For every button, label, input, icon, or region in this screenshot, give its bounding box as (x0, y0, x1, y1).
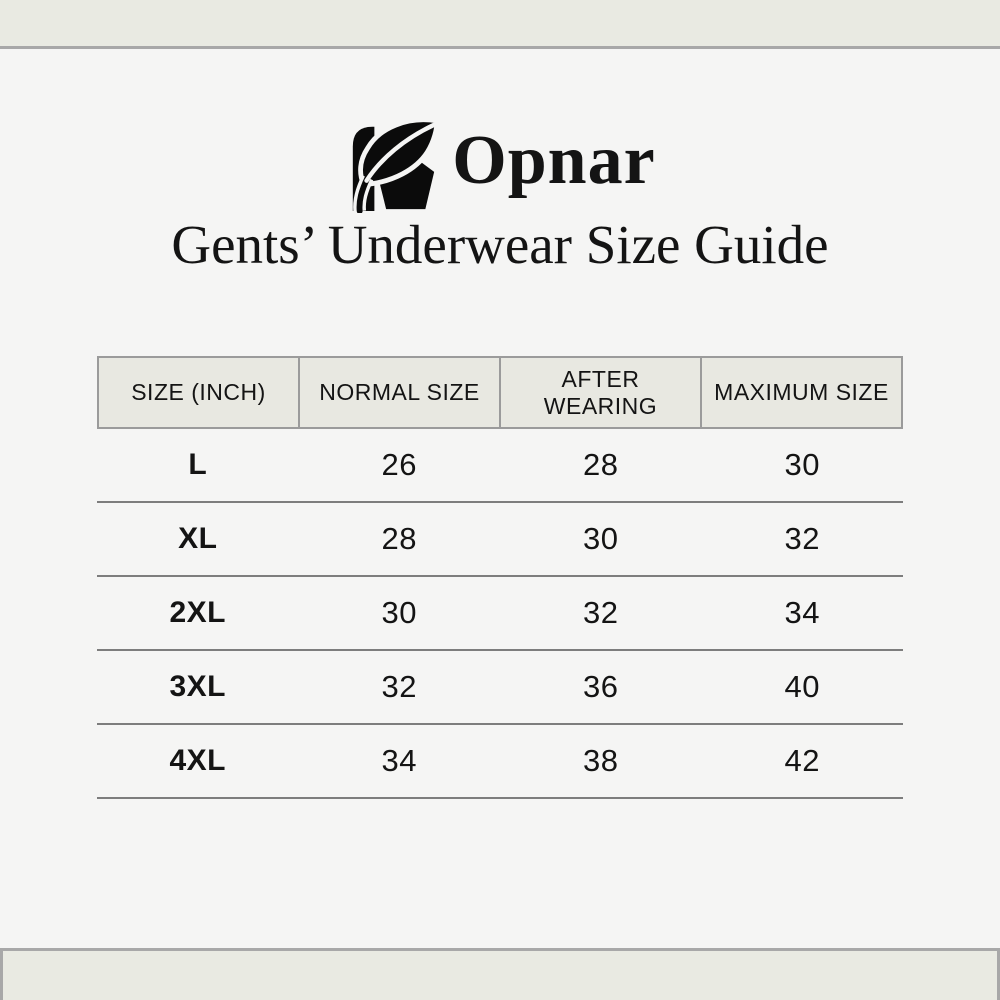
maximum-size-value: 40 (784, 669, 820, 704)
page-title: Gents’ Underwear Size Guide (171, 214, 829, 275)
table-row (97, 503, 903, 577)
column-header-size: SIZE (INCH) (99, 358, 300, 427)
table-row (97, 725, 903, 799)
leaf-logo-icon (344, 115, 442, 213)
after-wearing-value: 38 (583, 743, 619, 778)
maximum-size-value: 32 (784, 521, 820, 556)
normal-size-value: 28 (381, 521, 417, 556)
size-label: 4XL (169, 744, 227, 777)
maximum-size-value: 30 (784, 447, 820, 482)
normal-size-value: 34 (381, 743, 417, 778)
table-row (97, 651, 903, 725)
column-header-after-wearing: AFTER WEARING (501, 358, 702, 427)
column-header-normal-size: NORMAL SIZE (300, 358, 501, 427)
brand-header (0, 112, 1000, 216)
after-wearing-value: 30 (583, 521, 619, 556)
top-band (0, 0, 1000, 49)
normal-size-value: 32 (381, 669, 417, 704)
brand-name: Opnar (452, 122, 656, 199)
after-wearing-value: 36 (583, 669, 619, 704)
table-header-row (97, 356, 903, 429)
normal-size-value: 30 (381, 595, 417, 630)
table-row (97, 577, 903, 651)
size-label: XL (178, 522, 218, 555)
size-label: L (188, 448, 208, 481)
after-wearing-value: 28 (583, 447, 619, 482)
bottom-band (0, 948, 1000, 1000)
maximum-size-value: 34 (784, 595, 820, 630)
table-row (97, 429, 903, 503)
size-label: 2XL (169, 596, 227, 629)
after-wearing-value: 32 (583, 595, 619, 630)
column-header-maximum-size: MAXIMUM SIZE (714, 379, 889, 405)
normal-size-value: 26 (381, 447, 417, 482)
size-label: 3XL (169, 670, 227, 703)
size-table (97, 356, 903, 799)
maximum-size-value: 42 (784, 743, 820, 778)
